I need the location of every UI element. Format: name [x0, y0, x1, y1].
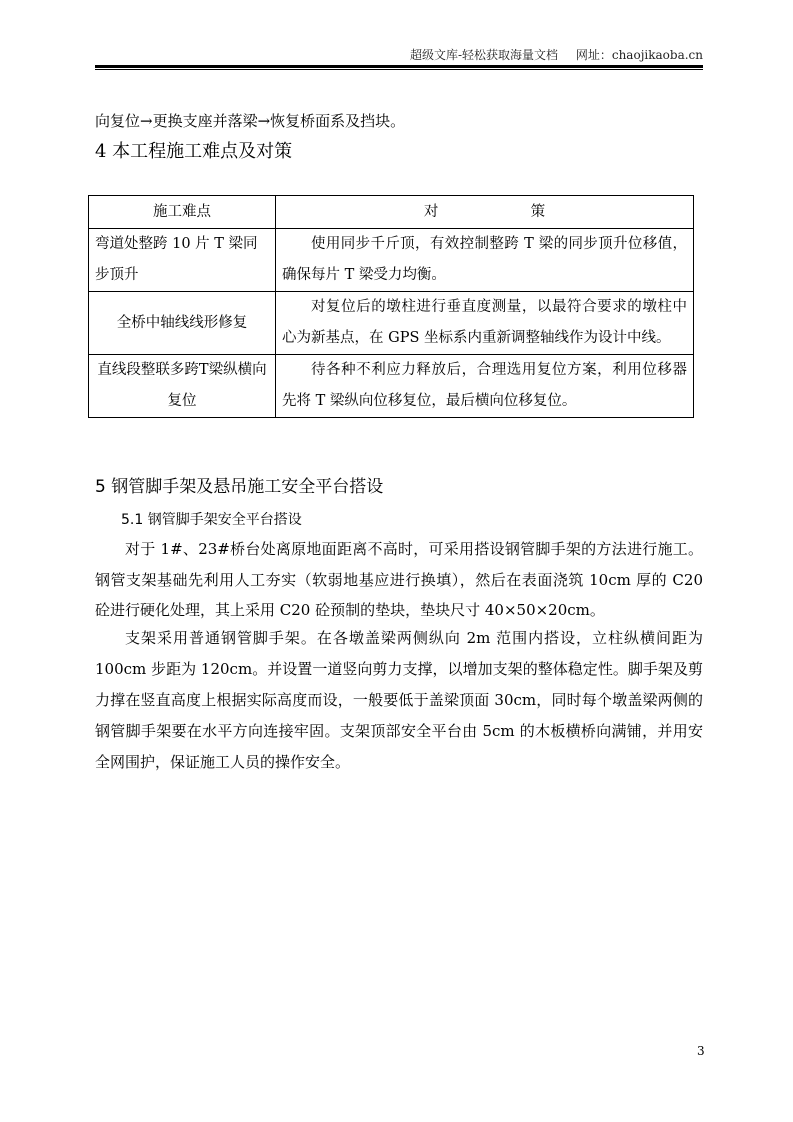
- continued-text: 向复位→更换支座并落梁→恢复桥面系及挡块。: [95, 112, 406, 130]
- paragraph-line: 全网围护，保证施工人员的操作安全。: [95, 753, 351, 771]
- page-number: 3: [697, 1044, 705, 1058]
- section-4-heading: 4 本工程施工难点及对策: [95, 141, 293, 162]
- header-site: 超级文库-轻松获取海量文档: [409, 48, 559, 62]
- table-row: [89, 292, 694, 355]
- paragraph-line: 支架采用普通钢管脚手架。在各墩盖梁两侧纵向 2m 范围内搭设，立柱纵横间距为: [125, 629, 703, 647]
- col-header-measure: 对 策: [276, 196, 694, 229]
- difficulty-cell: 弯道处整跨 10 片 T 梁同步顶升: [89, 229, 276, 292]
- measure-cell: 使用同步千斤顶，有效控制整跨 T 梁的同步顶升位移值，确保每片 T 梁受力均衡。: [276, 229, 694, 292]
- paragraph-line: 对于 1#、23#桥台处离原地面距离不高时，可采用搭设钢管脚手架的方法进行施工。: [125, 540, 703, 558]
- section-5-1-heading: 5.1 钢管脚手架安全平台搭设: [121, 512, 302, 528]
- col-header-difficulty: 施工难点: [89, 196, 276, 229]
- measure-cell: 对复位后的墩柱进行垂直度测量，以最符合要求的墩柱中心为新基点，在 GPS 坐标系内重新调整轴线作为设计中线。: [276, 292, 694, 355]
- header-rule: [95, 65, 703, 68]
- table-header-row: [89, 196, 694, 229]
- header-url: 网址：chaojikaoba.cn: [575, 48, 703, 62]
- measure-cell: 待各种不利应力释放后，合理选用复位方案，利用位移器先将 T 梁纵向位移复位，最后横向位移复位。: [276, 355, 694, 418]
- paragraph-line: 砼进行硬化处理，其上采用 C20 砼预制的垫块，垫块尺寸 40×50×20cm。: [95, 601, 605, 619]
- difficulty-cell: 直线段整联多跨T梁纵横向复位: [89, 355, 276, 418]
- table-row: [89, 355, 694, 418]
- difficulty-cell: 全桥中轴线线形修复: [89, 292, 276, 355]
- paragraph-line: 力撑在竖直高度上根据实际高度而设，一般要低于盖梁顶面 30cm，同时每个墩盖梁两侧的: [95, 691, 703, 709]
- table-row: [89, 229, 694, 292]
- page-header: [396, 46, 703, 63]
- paragraph-line: 100cm 步距为 120cm。并设置一道竖向剪力支撑，以增加支架的整体稳定性。脚手架及剪: [95, 660, 703, 678]
- paragraph-line: 钢管支架基础先利用人工夯实（软弱地基应进行换填），然后在表面浇筑 10cm 厚的 C20: [95, 571, 703, 589]
- section-5-heading: 5 钢管脚手架及悬吊施工安全平台搭设: [95, 477, 384, 497]
- header-rule-thin: [95, 69, 703, 70]
- difficulty-table: [88, 195, 694, 418]
- paragraph-line: 钢管脚手架要在水平方向连接牢固。支架顶部安全平台由 5cm 的木板横桥向满铺，并用安: [95, 722, 703, 740]
